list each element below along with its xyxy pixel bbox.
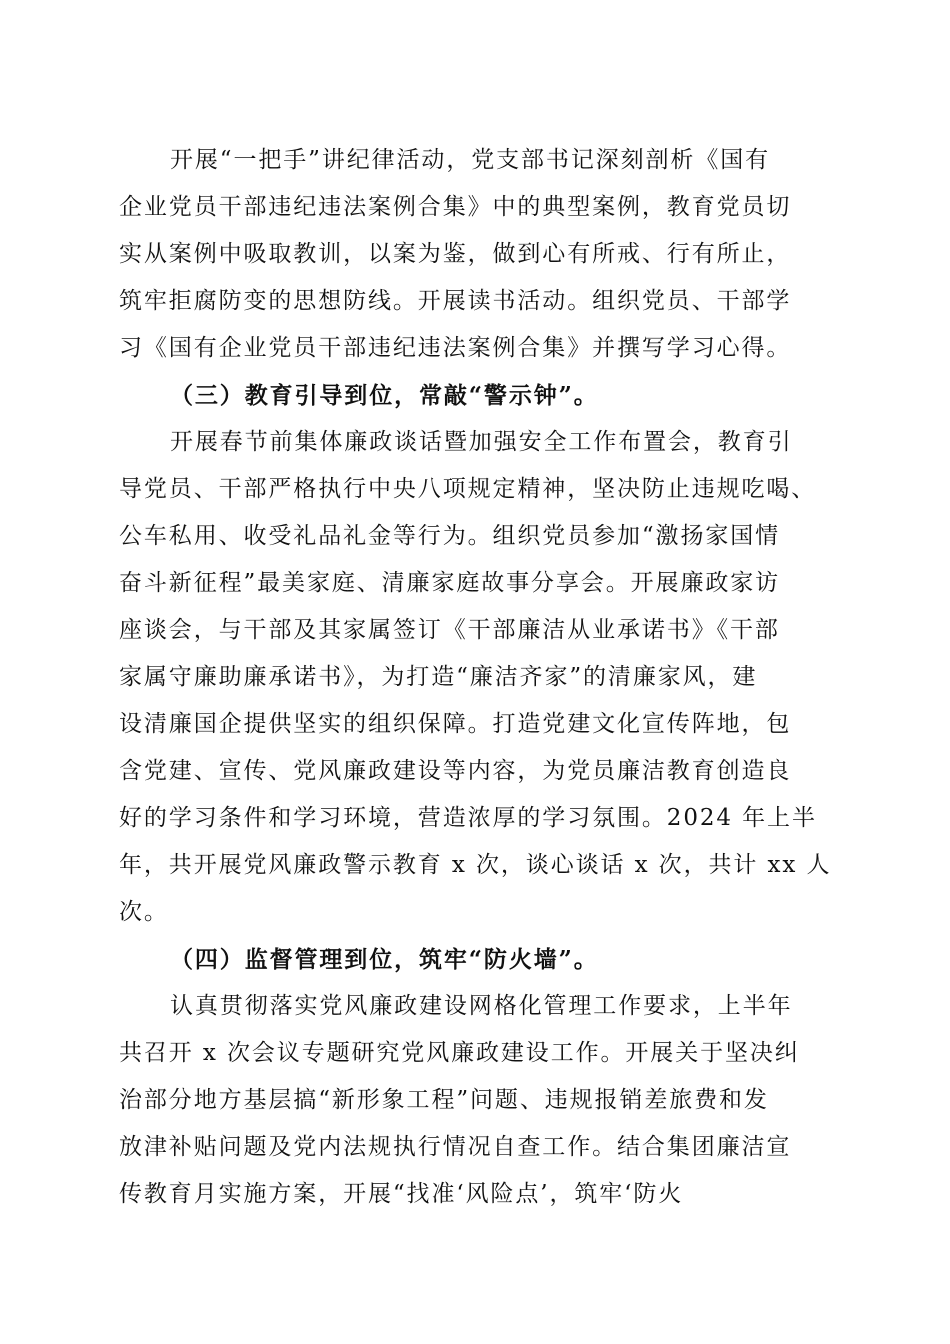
paragraph-2 — [119, 419, 831, 936]
section-heading-3: （三）教育引导到位，常敲“警示钟”。 — [170, 382, 599, 409]
paragraph-line: 习《国有企业党员干部违纪违法案例合集》并撰写学习心得。 — [119, 335, 792, 361]
paragraph-line: 开展“一把手”讲纪律活动，党支部书记深刻剖析《国有 — [170, 147, 771, 173]
paragraph-line: 放津补贴问题及党内法规执行情况自查工作。结合集团廉洁宣 — [119, 1134, 792, 1160]
document-body — [119, 137, 831, 1218]
paragraph-line: 治部分地方基层搞“新形象工程”问题、违规报销差旅费和发 — [119, 1087, 769, 1113]
paragraph-line: 共召开 x 次会议专题研究党风廉政建设工作。开展关于坚决纠 — [119, 1040, 800, 1066]
paragraph-line: 含党建、宣传、党风廉政建设等内容，为党员廉洁教育创造良 — [119, 758, 792, 784]
paragraph-line: 设清廉国企提供坚实的组织保障。打造党建文化宣传阵地，包 — [119, 711, 792, 737]
paragraph-line: 开展春节前集体廉政谈话暨加强安全工作布置会，教育引 — [170, 429, 793, 455]
paragraph-line: 传教育月实施方案，开展“找准‘风险点’，筑牢‘防火 — [119, 1181, 684, 1207]
paragraph-line: 奋斗新征程”最美家庭、清廉家庭故事分享会。开展廉政家访 — [119, 570, 781, 596]
paragraph-line: 企业党员干部违纪违法案例合集》中的典型案例，教育党员切 — [119, 194, 792, 220]
paragraph-line: 公车私用、收受礼品礼金等行为。组织党员参加“激扬家国情 — [119, 523, 781, 549]
section-heading-4: （四）监督管理到位，筑牢“防火墙”。 — [170, 946, 599, 973]
paragraph-line: 导党员、干部严格执行中央八项规定精神，坚决防止违规吃喝、 — [119, 476, 817, 502]
paragraph-1 — [119, 137, 831, 372]
paragraph-line: 家属守廉助廉承诺书》，为打造“廉洁齐家”的清廉家风，建 — [119, 664, 758, 690]
paragraph-3 — [119, 983, 831, 1218]
paragraph-line: 年，共开展党风廉政警示教育 x 次，谈心谈话 x 次，共计 xx 人 — [119, 852, 832, 878]
paragraph-line: 认真贯彻落实党风廉政建设网格化管理工作要求，上半年 — [170, 993, 793, 1019]
paragraph-line: 次。 — [119, 899, 169, 925]
paragraph-line: 筑牢拒腐防变的思想防线。开展读书活动。组织党员、干部学 — [119, 288, 792, 314]
paragraph-line: 好的学习条件和学习环境，营造浓厚的学习氛围。2024 年上半 — [119, 805, 817, 831]
paragraph-line: 实从案例中吸取教训，以案为鉴，做到心有所戒、行有所止， — [119, 241, 792, 267]
paragraph-line: 座谈会，与干部及其家属签订《干部廉洁从业承诺书》《干部 — [119, 617, 780, 643]
